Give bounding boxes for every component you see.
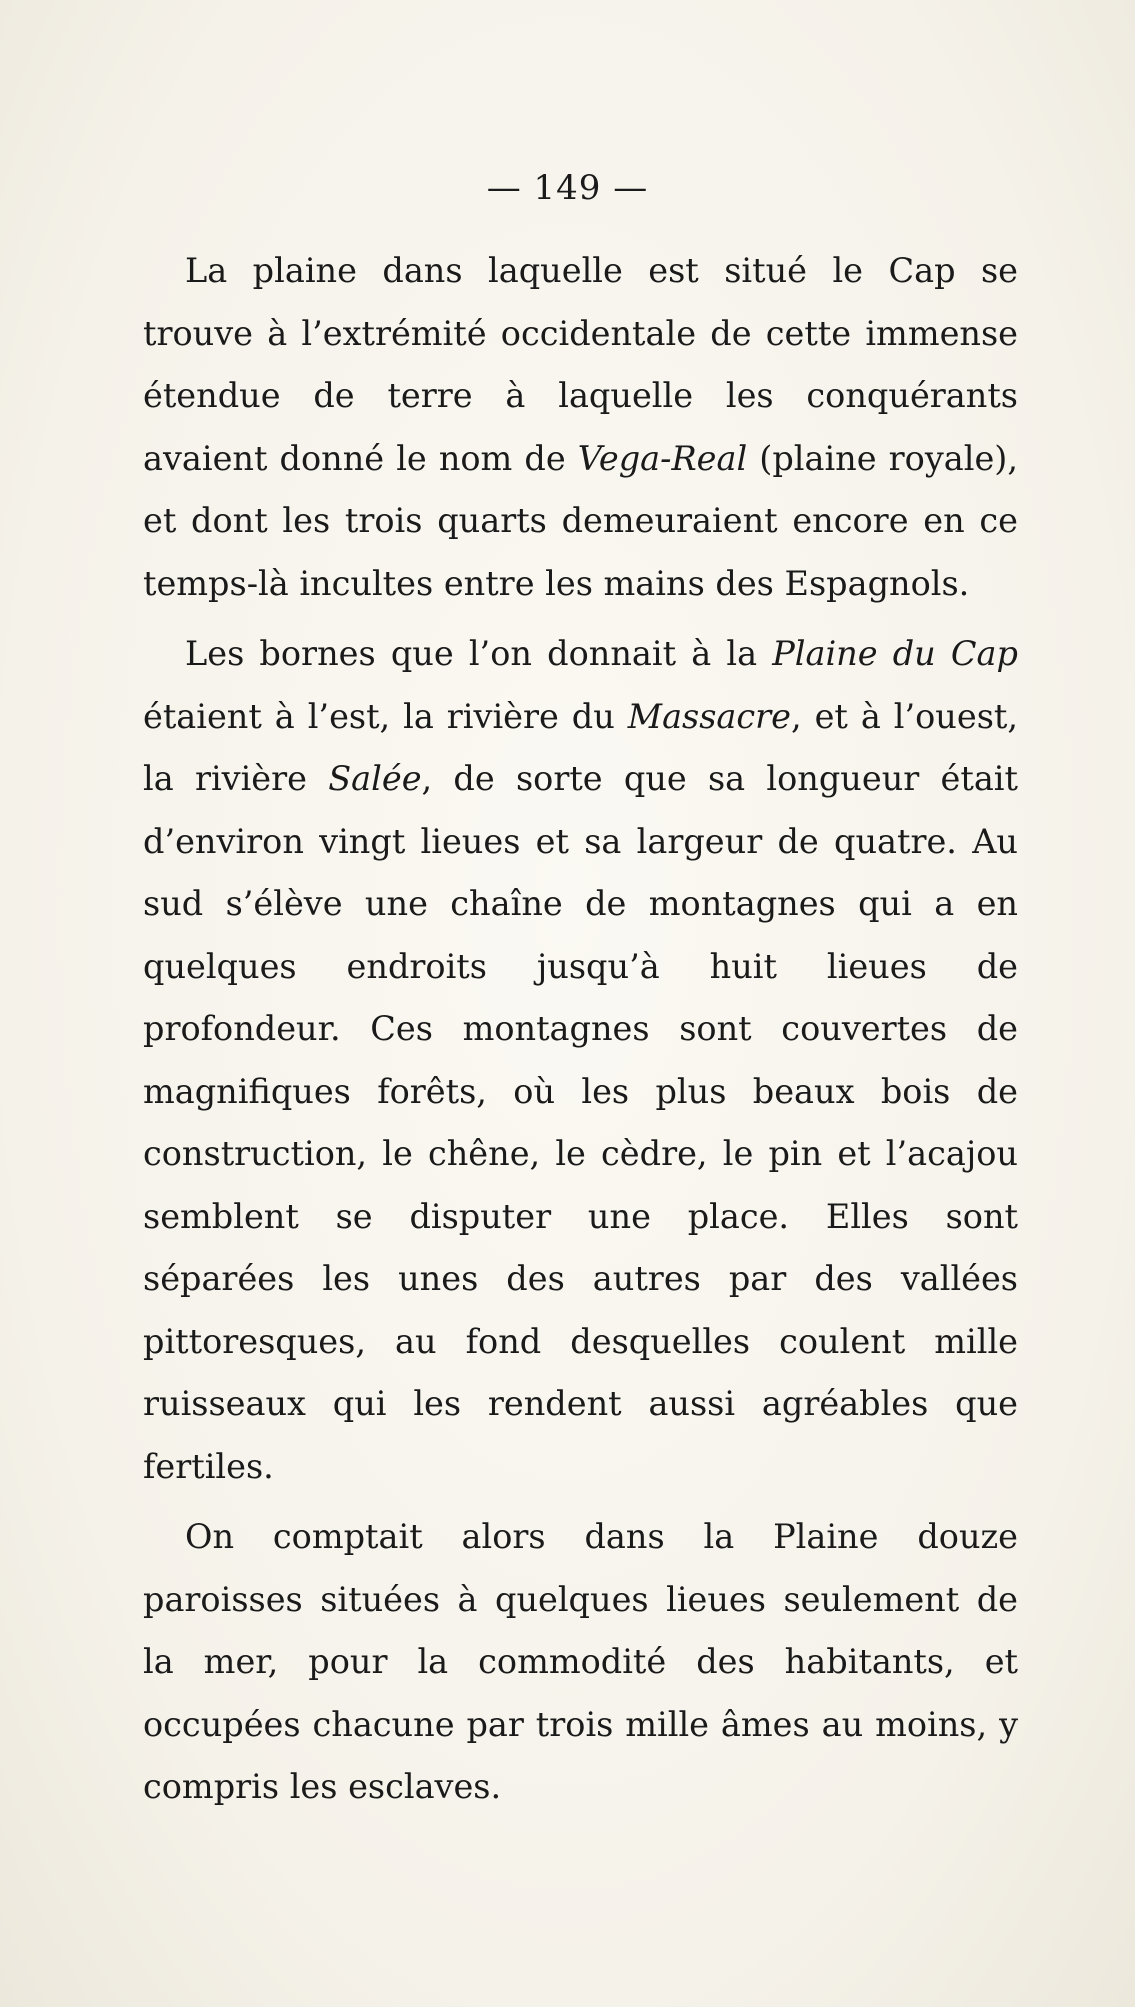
italic-term-plaine-du-cap: Plaine du Cap: [772, 634, 1018, 673]
text-segment: , et à l’ouest, la rivière: [143, 696, 1019, 798]
text-segment: (plaine royale), et dont les trois quarts demeuraient encore en ce temps-là incultes entre les mains des Espagnols.: [143, 438, 1019, 603]
text-segment: Les bornes que l’on donnait à la: [185, 634, 773, 673]
paragraph-2: [143, 623, 1018, 1498]
text-segment: étaient à l’est, la rivière du: [143, 696, 628, 736]
text-segment: , de sorte que sa longueur était d’environ vingt lieues et sa largeur de quatre. Au sud s’élève une chaîne de montagnes qui a en quelques endroits jusqu’à huit lieues de profondeur. Ces montagnes sont couvertes de magnifiques forêts, où les plus beaux bois de construction, le chêne, le cèdre, le pin et l’acajou semblent se disputer une place. Elles sont séparées les unes des autres par des vallées pittoresques, au fond desquelles coulent mille ruisseaux qui les rendent aussi agréables que fertiles.: [143, 759, 1018, 1486]
text-segment: On comptait alors dans la Plaine douze paroisses situées à quelques lieues seulement de la mer, pour la commodité des habitants, et occupées chacune par trois mille âmes au moins, y compris les esclaves.: [143, 1517, 1018, 1806]
page-number: — 149 —: [486, 168, 649, 208]
paragraph-3: [143, 1506, 1018, 1819]
italic-term-massacre: Massacre: [627, 696, 791, 736]
italic-term-salee: Salée: [328, 759, 422, 798]
text-segment: La plaine dans laquelle est situé le Cap se trouve à l’extrémité occidentale de cette immense étendue de terre à laquelle les conquérants avaient donné le nom de: [143, 251, 1018, 478]
body-text: [143, 240, 1018, 1819]
italic-term-vega-real: Vega-Real: [577, 438, 748, 478]
paragraph-1: [143, 240, 1018, 615]
